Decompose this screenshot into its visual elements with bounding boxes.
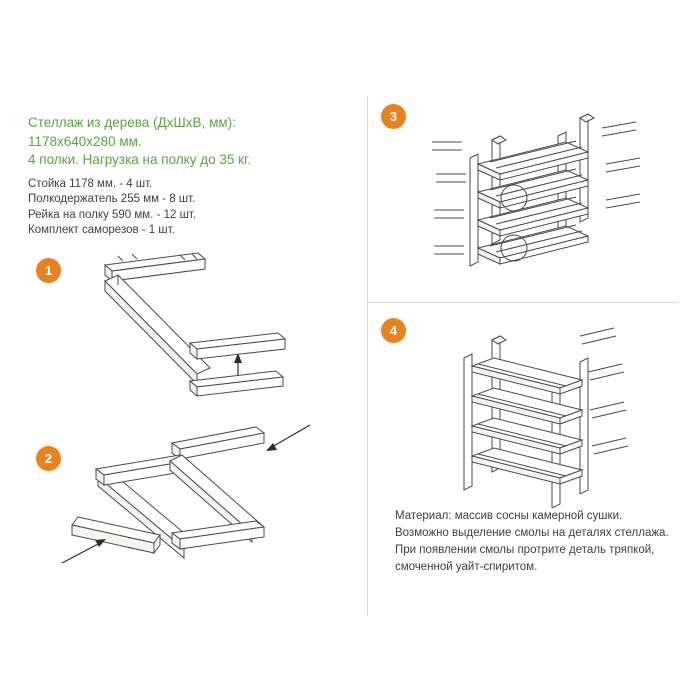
step-1-illustration — [70, 245, 300, 405]
step-badge-3: 3 — [381, 104, 406, 129]
part-shelves — [478, 141, 588, 264]
material-note-line: смоченной уайт-спиритом. — [395, 561, 538, 573]
part-slat-upper — [172, 427, 264, 459]
assembly-arrow — [234, 353, 242, 375]
step-4-illustration — [430, 318, 660, 508]
step-badge-4: 4 — [381, 318, 406, 343]
part-post — [105, 275, 210, 384]
step-2-illustration — [60, 415, 320, 585]
step-3-illustration — [430, 100, 660, 300]
step-badge-2: 2 — [36, 446, 61, 471]
material-note-line: Возможно выделение смолы на деталях стеллажа. — [395, 527, 669, 539]
part-frame-bottom-rail — [172, 521, 264, 549]
product-title-line-3: 4 полки. Нагрузка на полку до 35 кг. — [28, 152, 252, 167]
parts-list — [28, 177, 348, 239]
part-shelves — [472, 358, 582, 484]
product-title-line-1: Стеллаж из дерева (ДхШхВ, мм): — [28, 115, 236, 130]
part-detached-rail — [190, 371, 283, 396]
parts-list-item: Рейка на полку 590 мм. - 12 шт. — [28, 208, 196, 221]
parts-list-item: Стойка 1178 мм. - 4 шт. — [28, 177, 153, 190]
parts-list-item: Комплект саморезов - 1 шт. — [28, 224, 175, 236]
title-block — [28, 114, 348, 239]
motion-lines-right — [602, 122, 640, 208]
motion-lines-left — [432, 142, 466, 254]
assembly-arrow-left — [62, 539, 106, 563]
horizontal-divider — [367, 302, 679, 303]
step-badge-1: 1 — [36, 258, 61, 283]
material-note-line: Материал: массив сосны камерной сушки. — [395, 510, 623, 522]
assembly-arrow-right — [266, 425, 310, 451]
parts-list-item: Полкодержатель 255 мм - 8 шт. — [28, 193, 196, 205]
material-note — [395, 508, 685, 576]
product-title-line-2: 1178х640х280 мм. — [28, 133, 142, 149]
vertical-divider — [367, 96, 368, 616]
material-note-line: При появлении смолы протрите деталь тряпкой, — [395, 544, 655, 556]
